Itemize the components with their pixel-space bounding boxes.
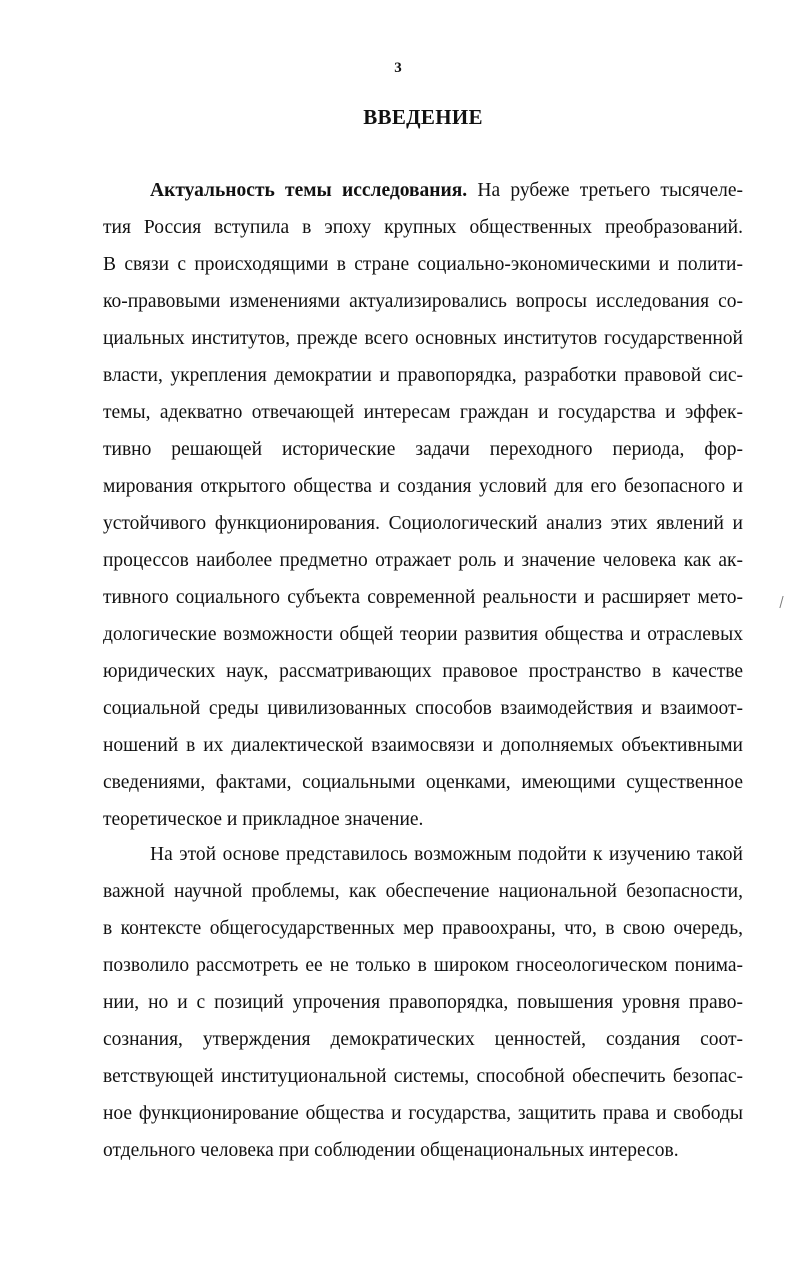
- paragraph-line: тия Россия вступила в эпоху крупных общественных преобразований.: [103, 217, 743, 238]
- paragraph-line: отдельного человека при соблюдении общенациональных интересов.: [103, 1140, 679, 1161]
- paragraph-line: тивного социального субъекта современной реальности и расширяет мето-: [103, 587, 743, 608]
- paragraph-line: [150, 172, 743, 209]
- paragraph-line: тивно решающей исторические задачи переходного периода, фор-: [103, 439, 743, 460]
- paragraph-line: темы, адекватно отвечающей интересам граждан и государства и эффек-: [103, 402, 743, 423]
- paragraph-line: социальной среды цивилизованных способов взаимодействия и взаимоот-: [103, 698, 743, 719]
- paragraph-line: сведениями, фактами, социальными оценками, имеющими существенное: [103, 772, 743, 793]
- paragraph-line: сознания, утверждения демократических ценностей, создания соот-: [103, 1029, 743, 1050]
- paragraph-line: в контексте общегосударственных мер правоохраны, что, в свою очередь,: [103, 918, 743, 939]
- paragraph-line: ветствующей институциональной системы, способной обеспечить безопас-: [103, 1066, 743, 1087]
- page-number: 3: [394, 60, 402, 76]
- paragraph-line: ное функционирование общества и государства, защитить права и свободы: [103, 1103, 743, 1124]
- paragraph-line: На этой основе представилось возможным подойти к изучению такой: [150, 844, 743, 865]
- paragraph-line: циальных институтов, прежде всего основных институтов государственной: [103, 328, 743, 349]
- paragraph-line: ко-правовыми изменениями актуализировались вопросы исследования со-: [103, 291, 743, 312]
- paragraph-line: позволило рассмотреть ее не только в широком гносеологическом понима-: [103, 955, 743, 976]
- paragraph-line: важной научной проблемы, как обеспечение национальной безопасности,: [103, 881, 743, 902]
- paragraph-line: В связи с происходящими в стране социально-экономическими и полити-: [103, 254, 743, 275]
- paragraph-line: мирования открытого общества и создания условий для его безопасного и: [103, 476, 743, 497]
- paragraph-line: власти, укрепления демократии и правопорядка, разработки правовой сис-: [103, 365, 743, 386]
- paragraph-line: юридических наук, рассматривающих правовое пространство в качестве: [103, 661, 743, 682]
- paragraph-line: нии, но и с позиций упрочения правопорядка, повышения уровня право-: [103, 992, 743, 1013]
- paragraph-line: теоретическое и прикладное значение.: [103, 809, 424, 830]
- paragraph-line: процессов наиболее предметно отражает роль и значение человека как ак-: [103, 550, 743, 571]
- margin-mark: [779, 596, 786, 608]
- page-title: ВВЕДЕНИЕ: [363, 105, 483, 129]
- paragraph-line: ношений в их диалектической взаимосвязи и дополняемых объективными: [103, 735, 743, 756]
- line-text: На рубеже третьего тысячеле-: [477, 180, 743, 201]
- paragraph-line: дологические возможности общей теории развития общества и отраслевых: [103, 624, 743, 645]
- paragraph-line: устойчивого функционирования. Социологический анализ этих явлений и: [103, 513, 743, 534]
- lead-heading: Актуальность темы исследования.: [150, 180, 468, 201]
